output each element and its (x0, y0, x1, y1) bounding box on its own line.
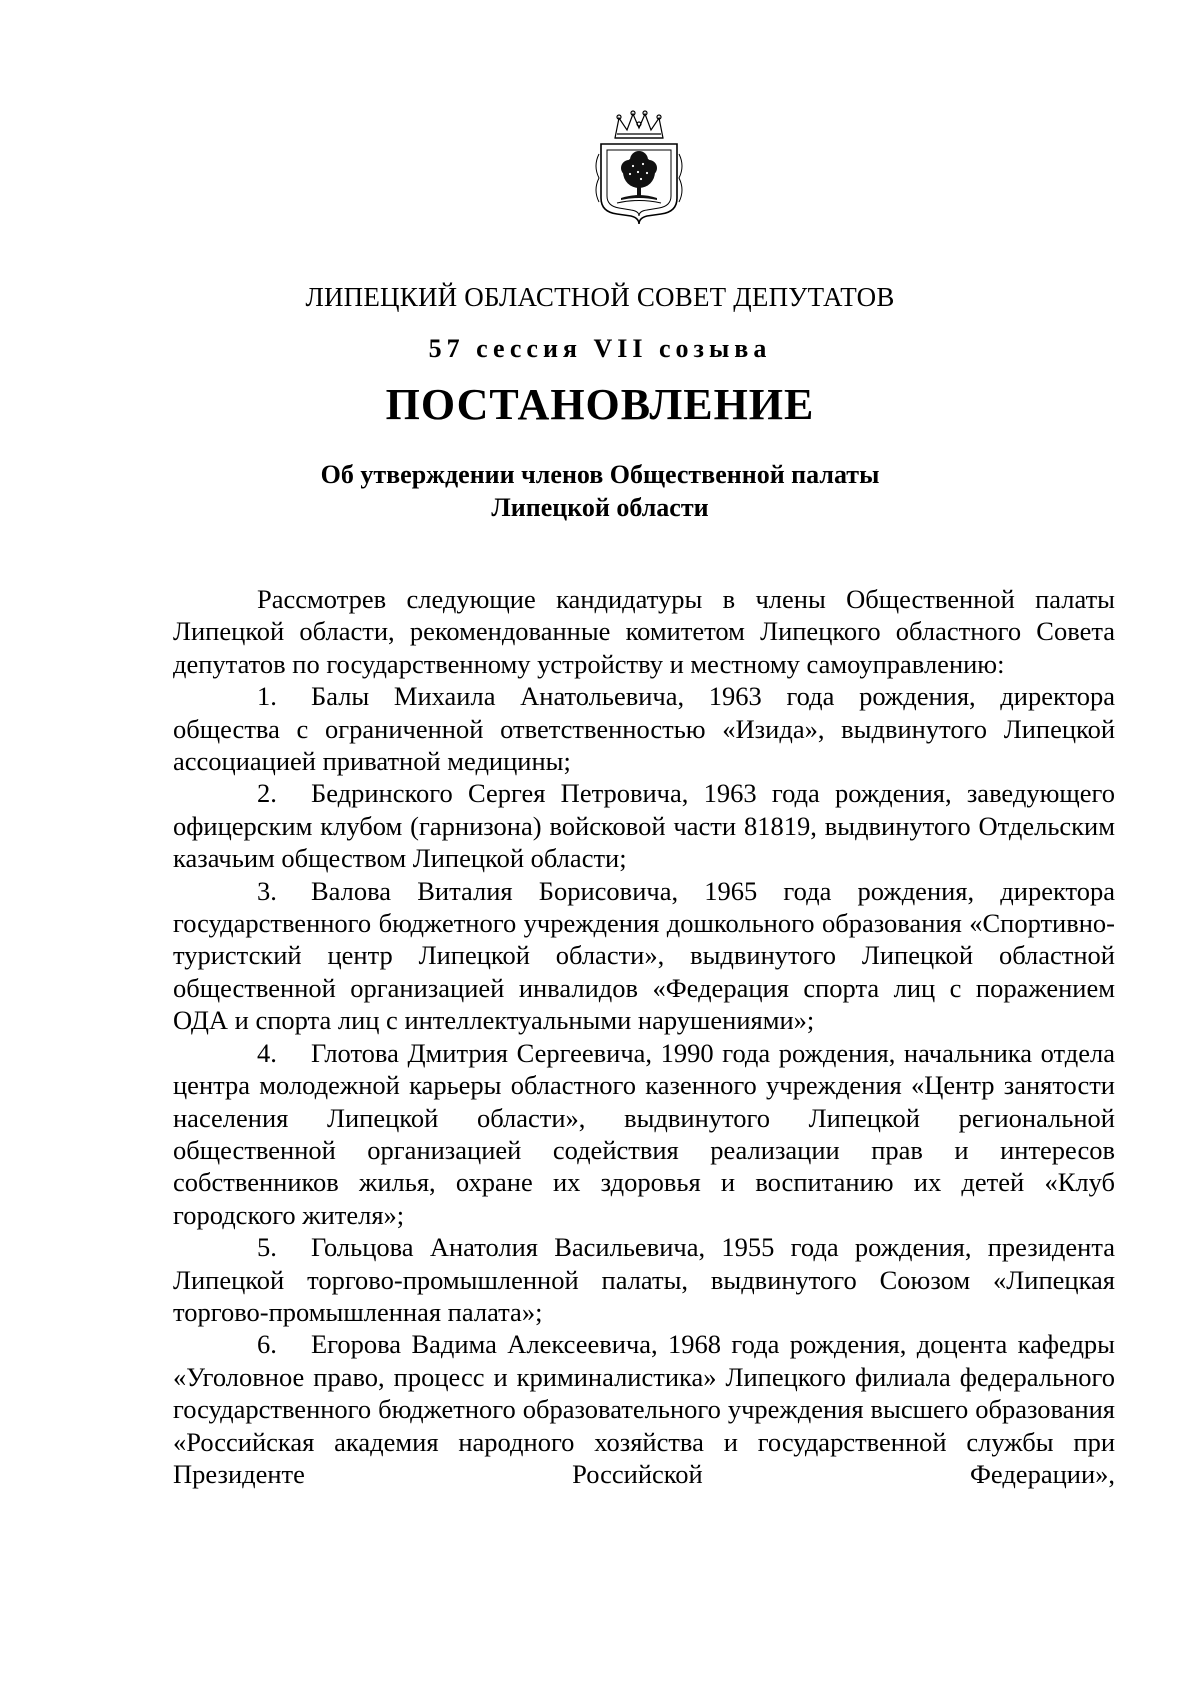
list-item (173, 875, 1115, 1037)
list-item-number: 4. (257, 1037, 277, 1068)
document-type-heading: ПОСТАНОВЛЕНИЕ (385, 380, 815, 429)
list-item (173, 1231, 1115, 1328)
document-subject (0, 458, 1200, 524)
list-item-number: 2. (257, 778, 277, 809)
list-item-text: Егорова Вадима Алексеевича, 1968 года рождения, доцента кафедры «Уголовное право, процесс и криминалистика» Липецкого филиала федерального государственного бюджетного образовательного учреждения высшего образования «Российская академия народного хозяйства и государственной службы при Президенте Российской Федерации», (173, 1329, 1115, 1489)
subject-line-2: Липецкой области (491, 493, 709, 522)
list-item-number: 6. (257, 1329, 277, 1360)
document-body (173, 583, 1115, 1490)
list-item-text: Валова Виталия Борисовича, 1965 года рождения, директора государственного бюджетного учреждения дошкольного образования «Спортивно-туристский центр Липецкой области», выдвинутого Липецкой областной общественной организацией инвалидов «Федерация спорта лиц с поражением ОДА и спорта лиц с интеллектуальными нарушениями»; (173, 875, 1115, 1036)
list-item-text: Балы Михаила Анатольевича, 1963 года рождения, директора общества с ограниченной ответственностью «Изида», выдвинутого Липецкой ассоциацией приватной медицины; (173, 681, 1115, 777)
list-item (173, 1328, 1115, 1490)
list-item-number: 3. (257, 875, 277, 906)
session-line: 57 сессия VII созыва (428, 334, 772, 363)
subject-line-1: Об утверждении членов Общественной палаты (320, 460, 880, 489)
list-item-text: Глотова Дмитрия Сергеевича, 1990 года рождения, начальника отдела центра молодежной карьеры областного казенного учреждения «Центр занятости населения Липецкой области», выдвинутого Липецкой региональной общественной организацией содействия реализации прав и интересов собственников жилья, охране их здоровья и воспитанию их детей «Клуб городского жителя»; (173, 1037, 1115, 1230)
list-item (173, 1037, 1115, 1231)
coat-of-arms-icon (591, 110, 687, 226)
list-item (173, 680, 1115, 777)
list-item-text: Бедринского Сергея Петровича, 1963 года рождения, заведующего офицерским клубом (гарнизона) войсковой части 81819, выдвинутого Отдельским казачьим обществом Липецкой области; (173, 778, 1115, 874)
list-item-text: Гольцова Анатолия Васильевича, 1955 года рождения, президента Липецкой торгово-промышленной палаты, выдвинутого Союзом «Липецкая торгово-промышленная палата»; (173, 1232, 1115, 1327)
list-item-number: 1. (257, 681, 277, 712)
list-item-number: 5. (257, 1232, 277, 1263)
organization-title: ЛИПЕЦКИЙ ОБЛАСТНОЙ СОВЕТ ДЕПУТАТОВ (305, 282, 895, 312)
list-item (173, 777, 1115, 874)
intro-paragraph: Рассмотрев следующие кандидатуры в члены Общественной палаты Липецкой области, рекомендованные комитетом Липецкого областного Совета депутатов по государственному устройству и местному самоуправлению: (173, 584, 1115, 679)
